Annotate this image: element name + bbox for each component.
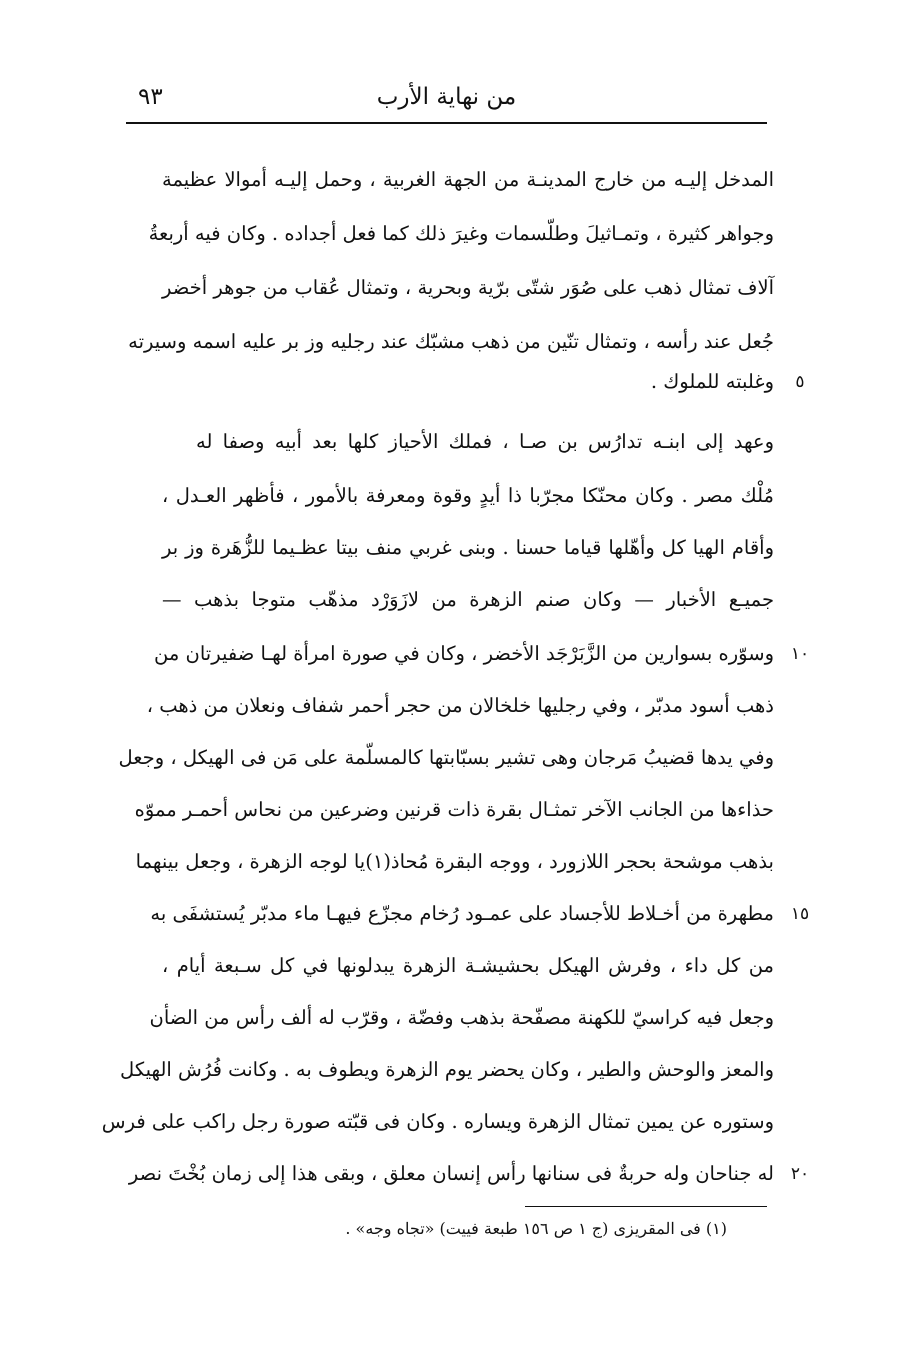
text-line: مطهرة من أخـلاط للأجساد على عمـود رُخام مجزّع فيهـا ماء مدبّر يُستشفَى به	[150, 902, 774, 925]
text-line: المدخل إليـه من خارج المدينـة من الجهة الغربية ، وحمل إليـه أموالا عظيمة	[162, 168, 774, 191]
text-line: حذاءها من الجانب الآخر تمثـال بقرة ذات قرنين وضرعين من نحاس أحمـر مموّه	[134, 798, 774, 821]
text-line: وجعل فيه كراسيّ للكهنة مصفّحة بذهب وفضّة ، وقرّب له ألف رأس من الضأن	[149, 1006, 774, 1029]
text-line: جُعل عند رأسه ، وتمثال تنّين من ذهب مشبّك عند رجليه وز بر عليه اسمه وسيرته	[128, 330, 774, 353]
line-number: ٢٠	[790, 1164, 810, 1184]
line-number: ١٥	[790, 904, 810, 924]
text-line: مُلْك مصر . وكان محنّكا مجرّبا ذا أيدٍ وقوة ومعرفة بالأمور ، فأظهر العـدل ،	[162, 484, 774, 507]
footnote: (١) فى المقريزى (ج ١ ص ١٥٦ طبعة فييت) «تجاه وجه» .	[345, 1219, 727, 1238]
line-number: ١٠	[790, 644, 810, 664]
text-line: بذهب موشحة بحجر اللازورد ، ووجه البقرة مُحاذ(١)يا لوجه الزهرة ، وجعل بينهما	[135, 850, 774, 873]
text-line: من كل داء ، وفرش الهيكل بحشيشـة الزهرة يبدلونها في كل سـبعة أيام ،	[162, 954, 774, 977]
text-line: وسوّره بسوارين من الزَّبَرْجَد الأخضر ، وكان في صورة امرأة لهـا ضفيرتان من	[154, 642, 774, 665]
paragraph-start-line: وعهد إلى ابنـه تدارُس بن صـا ، فملك الأحياز كلها بعد أبيه وصفا له	[196, 430, 774, 453]
text-line: وفي يدها قضيبُ مَرجان وهى تشير بسبّابتها كالمسلّمة على مَن فى الهيكل ، وجعل	[118, 746, 774, 769]
line-number: ٥	[795, 372, 805, 392]
text-line: جميـع الأخبار — وكان صنم الزهرة من لازَوَرْد مذهّب متوجا بذهب —	[162, 588, 774, 611]
text-line: وأقام الهيا كل وأهّلها قياما حسنا . وبنى غربي منف بيتا عظـيما للزُّهَرة وز بر	[162, 536, 774, 559]
text-line: والمعز والوحش والطير ، وكان يحضر يوم الزهرة ويطوف به . وكانت فُرُش الهيكل	[120, 1058, 774, 1081]
text-line: آلاف تمثال ذهب على صُوَر شتّى برّية وبحرية ، وتمثال عُقاب من جوهر أخضر	[162, 276, 774, 299]
text-line: ذهب أسود مدبّر ، وفي رجليها خلخالان من حجر أحمر شفاف ونعلان من ذهب ،	[146, 694, 774, 717]
text-line: وجواهر كثيرة ، وتمـاثيلَ وطلّسمات وغيرَ ذلك كما فعل أجداده . وكان فيه أربعةُ	[148, 222, 774, 245]
footnote-divider	[525, 1206, 767, 1207]
text-line: وغلبته للملوك .	[650, 370, 774, 393]
running-title: من نهاية الأرب	[376, 84, 517, 110]
text-line: له جناحان وله حربةٌ فى سنانها رأس إنسان معلق ، وبقى هذا إلى زمان بُخْتَ نصر	[128, 1162, 774, 1185]
text-line: وستوره عن يمين تمثال الزهرة ويساره . وكان فى قبّته صورة رجل راكب على فرس	[101, 1110, 774, 1133]
page-header	[126, 78, 767, 124]
page-number: ٩٣	[138, 84, 163, 110]
